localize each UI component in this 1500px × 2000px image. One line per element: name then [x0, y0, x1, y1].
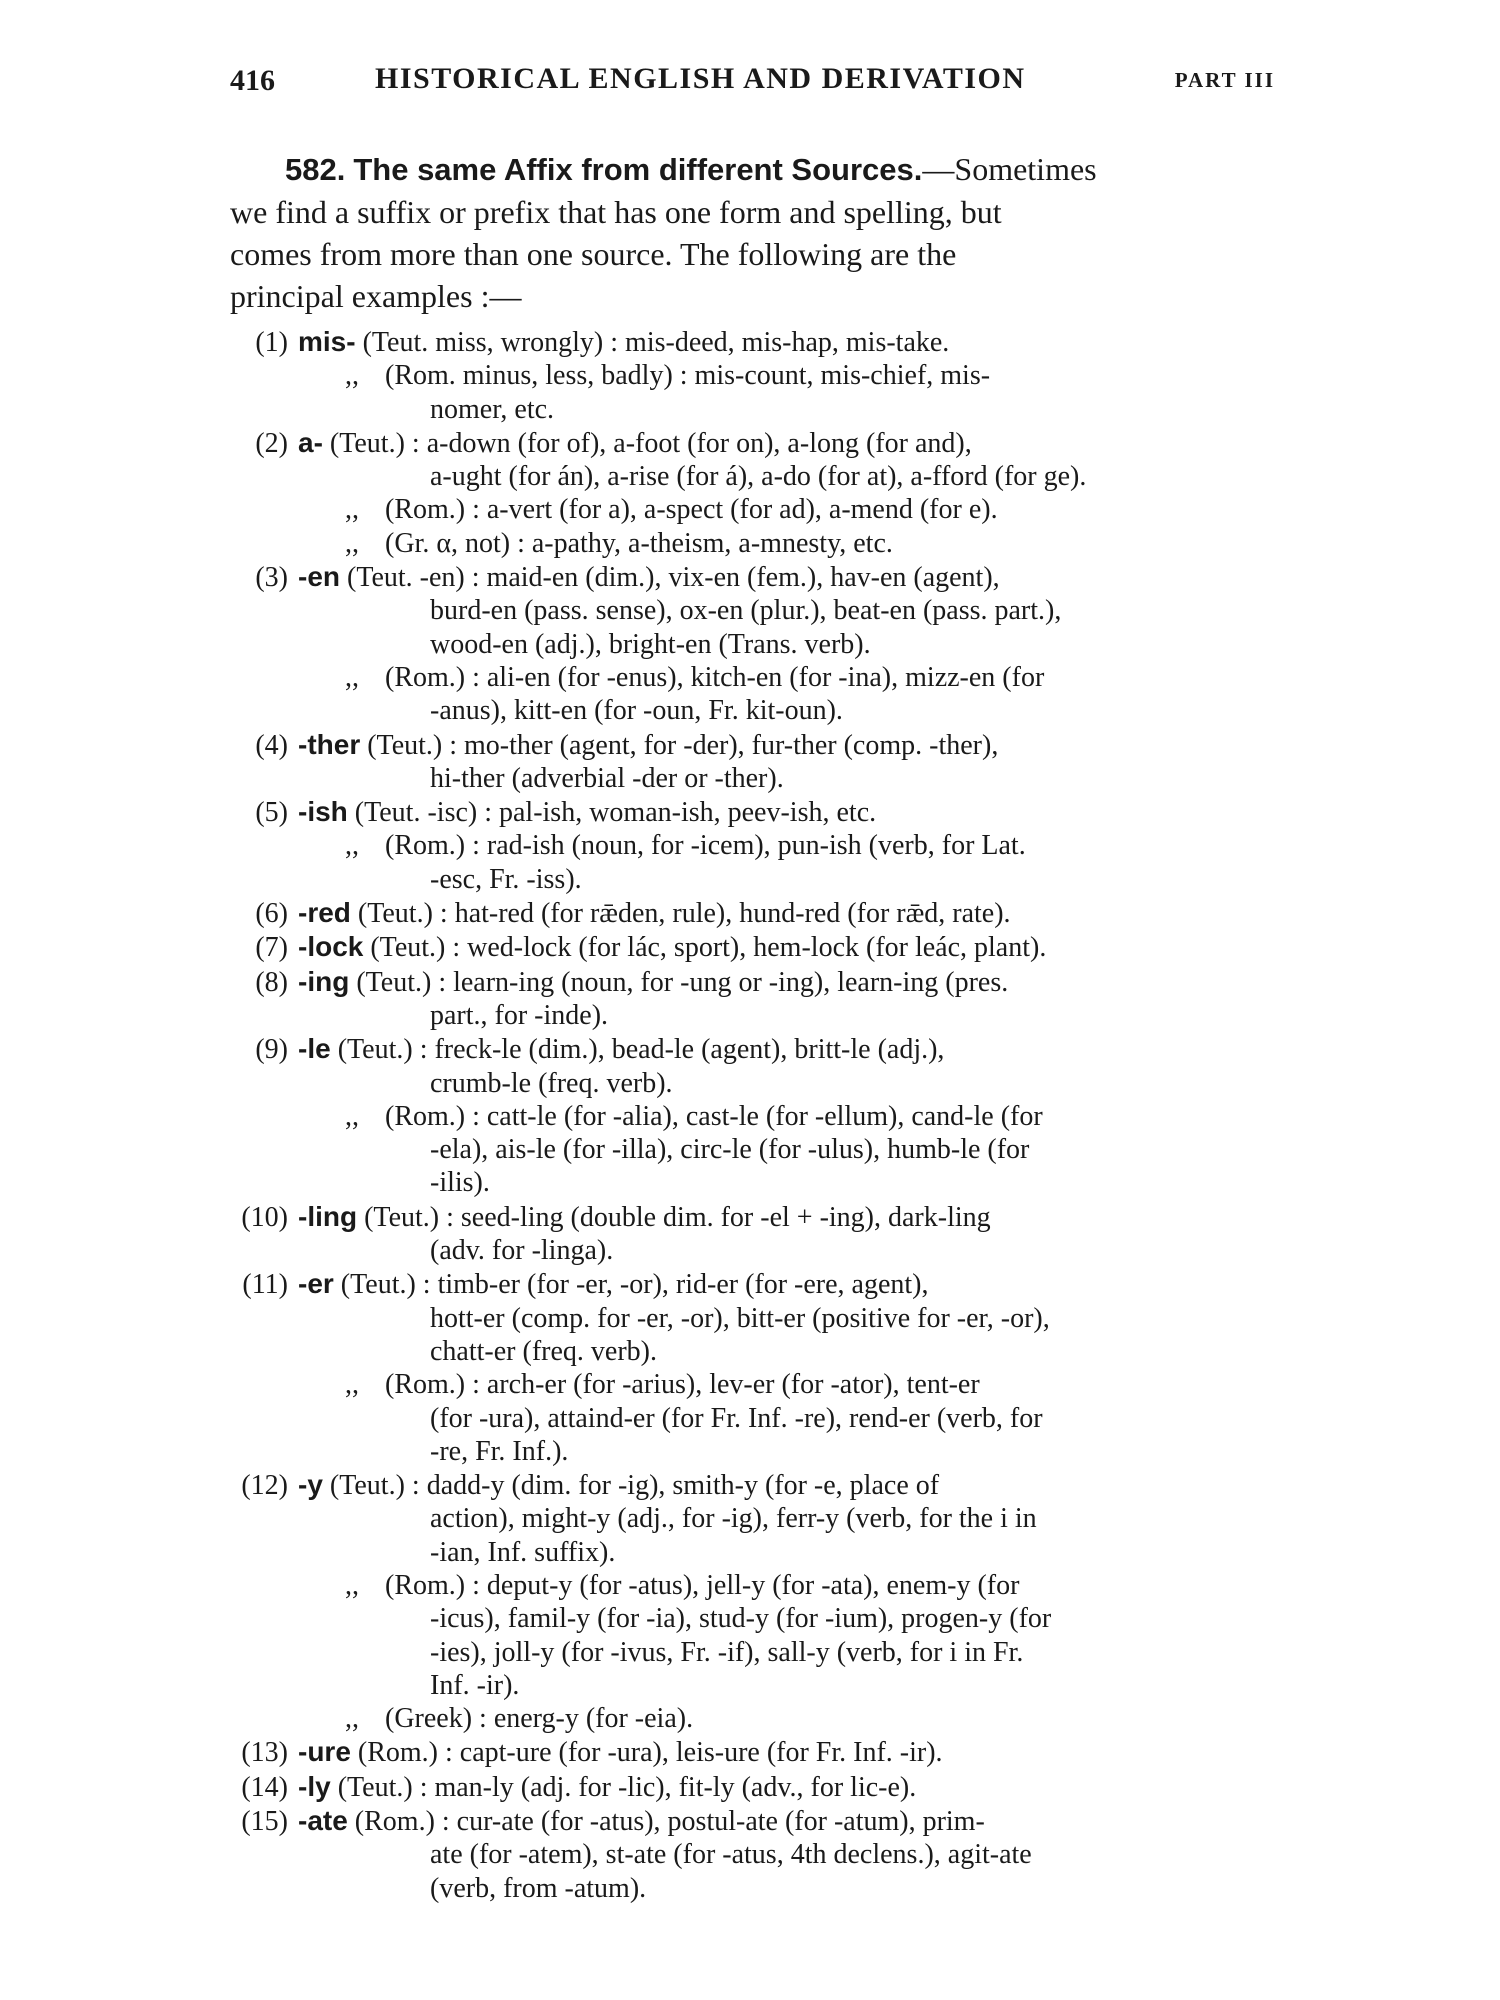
entry-line: wood-en (adj.), bright-en (Trans. verb).: [430, 628, 871, 660]
entry-line: -re, Fr. Inf.).: [430, 1435, 569, 1467]
affix-sub-entry: [230, 829, 1275, 896]
affix-entry: [230, 1735, 1275, 1769]
ditto-mark: ,,: [345, 527, 359, 559]
entry-line: -icus), famil-y (for -ia), stud-y (for -ium), progen-y (for: [430, 1603, 1052, 1635]
running-title: HISTORICAL ENGLISH AND DERIVATION: [375, 62, 1026, 95]
entry-line: crumb-le (freq. verb).: [430, 1067, 673, 1099]
entry-line: (Greek) : energ-y (for -eia).: [385, 1703, 694, 1735]
entry-line: hott-er (comp. for -er, -or), bitt-er (positive for -er, -or),: [430, 1302, 1050, 1334]
entry-line: (Teut.) : seed-ling (double dim. for -el + -ing), dark-ling: [364, 1201, 991, 1233]
affix-entry: [230, 930, 1275, 964]
entry-number: (14): [241, 1771, 288, 1803]
entry-line: a-ught (for án), a-rise (for á), a-do (for at), a-fford (for ge).: [430, 461, 1087, 493]
entry-line: (Rom.) : deput-y (for -atus), jell-y (for -ata), enem-y (for: [385, 1569, 1020, 1601]
book-page: [230, 60, 1275, 1940]
entry-line: (Rom.) : catt-le (for -alia), cast-le (for -ellum), cand-le (for: [385, 1100, 1043, 1132]
entry-line: (Teut.) : dadd-y (dim. for -ig), smith-y (for -e, place of: [329, 1470, 940, 1502]
affix-sub-entry: [230, 1569, 1275, 1702]
entry-line: (Rom.) : cur-ate (for -atus), postul-ate (for -atum), prim-: [354, 1806, 985, 1838]
entry-line: (Teut.) : man-ly (adj. for -lic), fit-ly (adv., for lic-e).: [337, 1771, 917, 1803]
section-number: 582.: [285, 152, 346, 187]
entry-line: (for -ura), attaind-er (for Fr. Inf. -re), rend-er (verb, for: [430, 1402, 1043, 1434]
entry-line: hi-ther (adverbial -der or -ther).: [430, 762, 784, 794]
affix-term: -er: [298, 1268, 334, 1300]
entry-line: (Rom. minus, less, badly) : mis-count, mis-chief, mis-: [385, 360, 991, 392]
entry-line: -ilis).: [430, 1167, 490, 1199]
affix-term: -ly: [298, 1770, 331, 1802]
entry-line: burd-en (pass. sense), ox-en (plur.), beat-en (pass. part.),: [430, 595, 1062, 627]
affix-sub-entry: [230, 493, 1275, 526]
entry-line: (Teut.) : timb-er (for -er, -or), rid-er (for -ere, agent),: [340, 1269, 929, 1301]
entry-number: (15): [241, 1806, 288, 1838]
affix-sub-entry: [230, 1368, 1275, 1468]
ditto-mark: ,,: [345, 1569, 359, 1601]
ditto-mark: ,,: [345, 1100, 359, 1132]
entry-line: chatt-er (freq. verb).: [430, 1335, 657, 1367]
running-header: [230, 60, 1275, 110]
entry-number: (10): [241, 1201, 288, 1233]
entry-line: (Teut. miss, wrongly) : mis-deed, mis-hap, mis-take.: [362, 327, 950, 358]
affix-entry: [230, 965, 1275, 1033]
entry-line: (verb, from -atum).: [430, 1872, 647, 1904]
affix-entry: [230, 896, 1275, 930]
entry-number: (5): [255, 797, 288, 829]
entry-number: (1): [255, 327, 288, 358]
entry-line: (Gr. α, not) : a-pathy, a-theism, a-mnesty, etc.: [385, 527, 893, 559]
ditto-mark: ,,: [345, 494, 359, 526]
entry-number: (13): [241, 1737, 288, 1769]
affix-sub-entry: [230, 1100, 1275, 1200]
affix-term: -le: [298, 1033, 331, 1065]
affix-entry: [230, 426, 1275, 494]
affix-term: -ing: [298, 965, 350, 997]
entry-number: (6): [255, 898, 288, 930]
entry-number: (12): [241, 1470, 288, 1502]
affix-entry: [230, 560, 1275, 661]
affix-entry: [230, 1468, 1275, 1569]
entry-line: (Rom.) : arch-er (for -arius), lev-er (for -ator), tent-er: [385, 1369, 980, 1401]
entry-number: (9): [255, 1034, 288, 1066]
entry-line: -ian, Inf. suffix).: [430, 1536, 616, 1568]
affix-term: a-: [298, 426, 323, 458]
affix-term: -ther: [298, 728, 361, 760]
entry-line: part., for -inde).: [430, 999, 609, 1031]
entry-line: nomer, etc.: [430, 393, 555, 425]
affix-entry: [230, 795, 1275, 829]
affix-entry: [230, 1032, 1275, 1100]
intro-line: we find a suffix or prefix that has one form and spelling, but: [230, 194, 1002, 230]
intro-line: comes from more than one source. The following are the: [230, 236, 957, 272]
affix-entry: [230, 1770, 1275, 1804]
entry-line: -anus), kitt-en (for -oun, Fr. kit-oun).: [430, 695, 843, 727]
affix-term: -lock: [298, 931, 364, 963]
heading-dash: —: [922, 151, 955, 187]
affix-term: -ate: [298, 1805, 348, 1837]
affix-term: -y: [298, 1469, 323, 1501]
affix-entry: [230, 325, 1275, 359]
ditto-mark: ,,: [345, 360, 359, 392]
ditto-mark: ,,: [345, 1703, 359, 1735]
affix-sub-entry: [230, 1702, 1275, 1735]
intro-line: principal examples :—: [230, 278, 522, 314]
page-number: 416: [230, 64, 275, 97]
affix-entry: [230, 1267, 1275, 1368]
entry-line: (Teut.) : a-down (for of), a-foot (for on), a-long (for and),: [329, 427, 972, 459]
intro-line: Sometimes: [954, 151, 1097, 187]
entry-line: (adv. for -linga).: [430, 1235, 614, 1267]
entry-line: (Teut.) : hat-red (for rǣden, rule), hund-red (for rǣd, rate).: [357, 898, 1011, 930]
entry-number: (3): [255, 562, 288, 594]
section-intro: [230, 148, 1275, 317]
ditto-mark: ,,: [345, 830, 359, 862]
entry-number: (8): [255, 966, 288, 998]
entry-line: (Rom.) : capt-ure (for -ura), leis-ure (for Fr. Inf. -ir).: [357, 1737, 943, 1769]
ditto-mark: ,,: [345, 1369, 359, 1401]
entry-number: (11): [242, 1269, 288, 1301]
affix-term: -ish: [298, 796, 348, 828]
entry-line: action), might-y (adj., for -ig), ferr-y (verb, for the i in: [430, 1503, 1037, 1535]
entry-line: -ies), joll-y (for -ivus, Fr. -if), sall-y (verb, for i in Fr.: [430, 1636, 1024, 1668]
affix-entry: [230, 728, 1275, 796]
entry-line: -esc, Fr. -iss).: [430, 863, 582, 895]
affix-term: -red: [298, 897, 351, 929]
entry-number: (7): [255, 932, 288, 964]
affix-term: mis-: [298, 326, 356, 357]
affix-term: -ure: [298, 1736, 351, 1768]
entry-line: (Teut.) : wed-lock (for lác, sport), hem-lock (for leác, plant).: [370, 932, 1047, 964]
entry-line: (Teut.) : mo-ther (agent, for -der), fur-ther (comp. -ther),: [367, 729, 999, 761]
entry-line: (Teut.) : learn-ing (noun, for -ung or -ing), learn-ing (pres.: [356, 966, 1009, 998]
part-label: PART III: [1174, 68, 1275, 92]
section-heading: The same Affix from different Sources.: [353, 152, 923, 187]
affix-term: -en: [298, 561, 340, 593]
entry-line: (Rom.) : ali-en (for -enus), kitch-en (for -ina), mizz-en (for: [385, 661, 1045, 693]
entry-line: (Rom.) : rad-ish (noun, for -icem), pun-ish (verb, for Lat.: [385, 830, 1026, 862]
ditto-mark: ,,: [345, 661, 359, 693]
affix-sub-entry: [230, 359, 1275, 426]
affix-entry: [230, 1200, 1275, 1268]
entry-line: -ela), ais-le (for -illa), circ-le (for -ulus), humb-le (for: [430, 1134, 1030, 1166]
entry-number: (2): [255, 427, 288, 459]
entry-line: Inf. -ir).: [430, 1669, 520, 1701]
affix-sub-entry: [230, 527, 1275, 560]
affix-entry: [230, 1804, 1275, 1905]
affix-list: [230, 325, 1275, 1905]
affix-sub-entry: [230, 661, 1275, 728]
intro-first-line: [230, 148, 1275, 191]
entry-number: (4): [255, 729, 288, 761]
entry-line: (Teut. -isc) : pal-ish, woman-ish, peev-ish, etc.: [354, 797, 877, 829]
entry-line: ate (for -atem), st-ate (for -atus, 4th declens.), agit-ate: [430, 1839, 1032, 1871]
entry-line: (Rom.) : a-vert (for a), a-spect (for ad), a-mend (for e).: [385, 494, 998, 526]
entry-line: (Teut. -en) : maid-en (dim.), vix-en (fem.), hav-en (agent),: [347, 562, 1000, 594]
entry-line: (Teut.) : freck-le (dim.), bead-le (agent), britt-le (adj.),: [337, 1034, 945, 1066]
affix-term: -ling: [298, 1200, 358, 1232]
